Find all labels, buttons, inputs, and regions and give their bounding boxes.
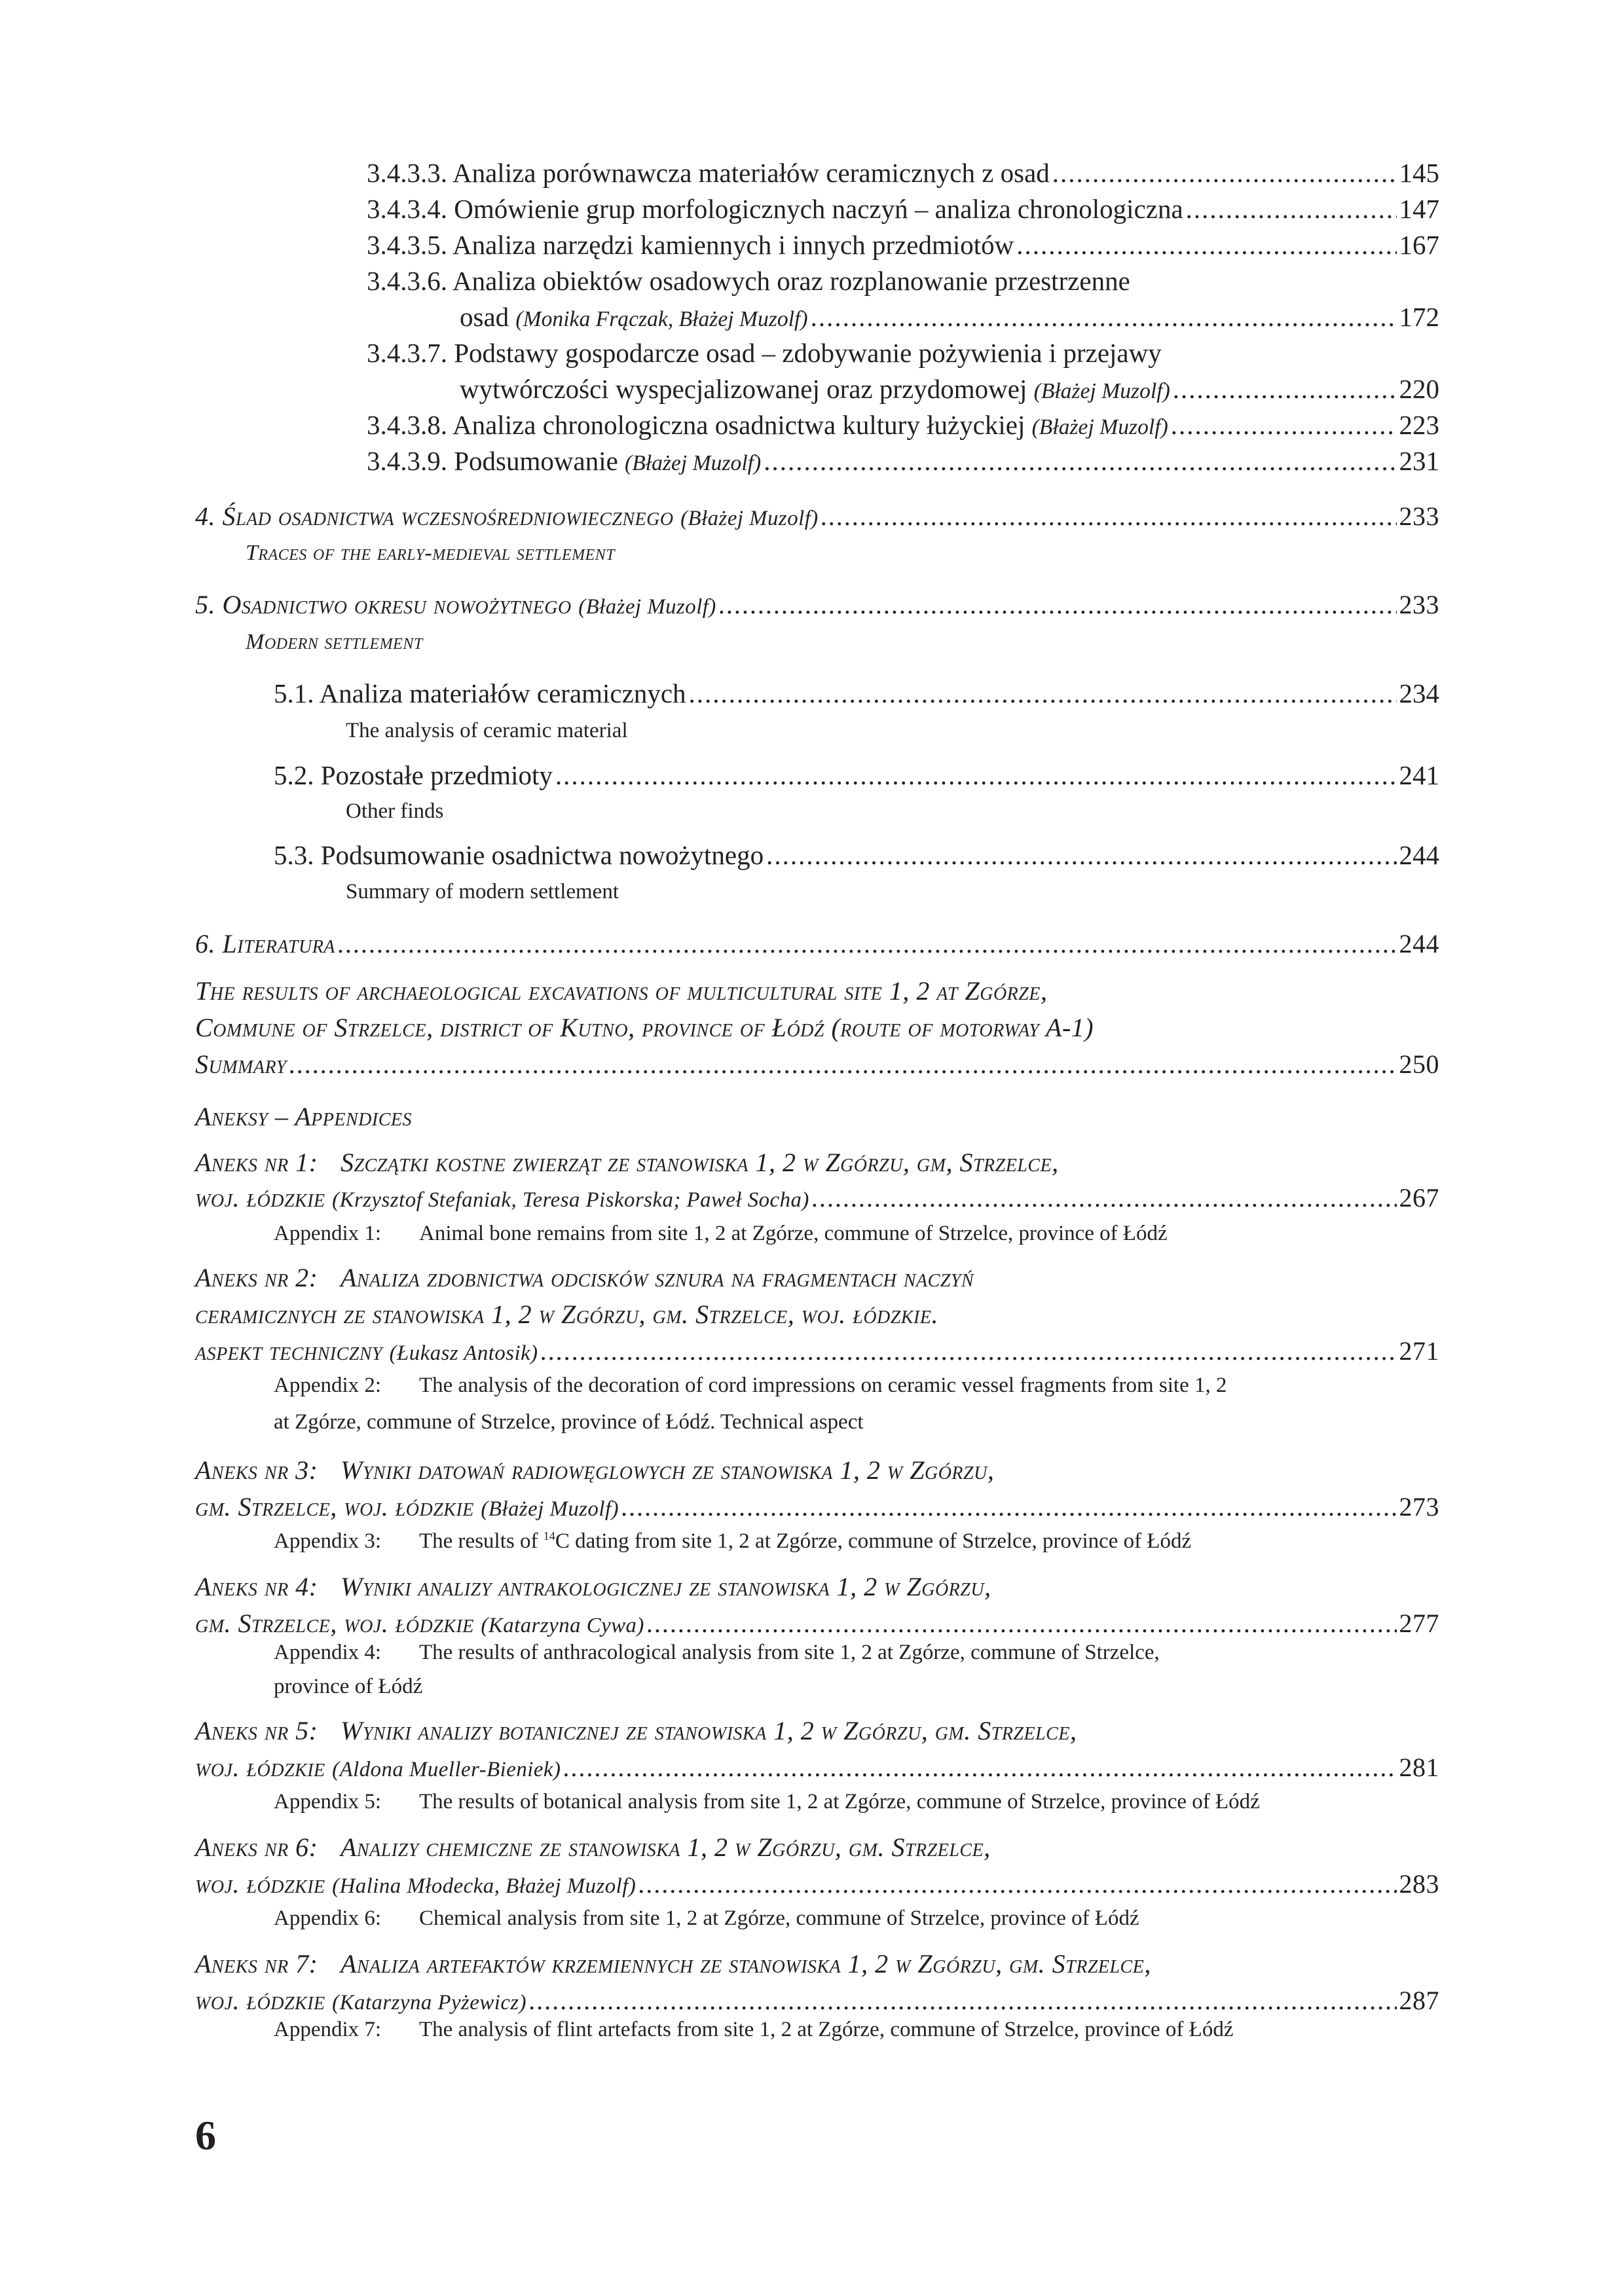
dot-leader <box>1186 193 1397 225</box>
dot-leader <box>811 301 1397 333</box>
dot-leader <box>689 678 1397 709</box>
appendix-title-cont: aspekt techniczny <box>195 1336 383 1366</box>
entry-author: (Błażej Muzolf) <box>1033 379 1170 403</box>
appendix-author: (Błażej Muzolf) <box>481 1497 619 1521</box>
entry-title: 5.2. Pozostałe przedmioty <box>274 760 553 790</box>
dot-leader <box>1016 229 1396 261</box>
toc-chapter-4[interactable] <box>195 501 1439 532</box>
appendix-title-cont: gm. Strzelce, woj. łódzkie <box>195 1609 474 1638</box>
dot-leader <box>338 928 1397 959</box>
page-ref: 281 <box>1399 1753 1439 1782</box>
appendix-2-title-mid: ceramicznych ze stanowiska 1, 2 w Zgórzu, gm. Strzelce, woj. łódzkie. <box>195 1300 938 1329</box>
entry-title: Analiza obiektów osadowych oraz rozplanowanie przestrzenne <box>452 266 1130 296</box>
entry-title: 5.3. Podsumowanie osadnictwa nowożytnego <box>274 840 764 870</box>
appendix-en-label: Appendix 2: <box>274 1374 382 1397</box>
chapter-title: 6. Literatura <box>195 929 335 958</box>
appendix-label: Aneks nr 2: <box>195 1263 318 1292</box>
dot-leader <box>289 1049 1397 1080</box>
appendix-en-title: The results of botanical analysis from site 1, 2 at Zgórze, commune of Strzelce, province of Łódź <box>419 1790 1260 1813</box>
summary-label: Summary <box>195 1049 287 1079</box>
page-ref: 223 <box>1399 410 1439 440</box>
appendix-title: Szczątki kostne zwierząt ze stanowiska 1, 2 w Zgórzu, gm, Strzelce, <box>341 1148 1059 1177</box>
appendix-2-title[interactable] <box>195 1262 974 1293</box>
page-ref: 220 <box>1399 374 1439 404</box>
dot-leader <box>821 501 1397 532</box>
entry-title: 5.1. Analiza materiałów ceramicznych <box>274 678 686 708</box>
appendix-label: Aneks nr 3: <box>195 1455 318 1485</box>
entry-title: Analiza porównawcza materiałów ceramicznych z osad <box>452 158 1050 188</box>
toc-appendix-5[interactable] <box>195 1752 1439 1783</box>
entry-number: 3.4.3.5. <box>367 230 447 260</box>
appendix-en-title: The results of anthracological analysis from site 1, 2 at Zgórze, commune of Strzelce, <box>419 1641 1160 1664</box>
appendix-title-cont: woj. łódzkie <box>195 1869 325 1899</box>
appendix-title-cont: woj. łódzkie <box>195 1753 325 1782</box>
appendix-title-cont: woj. łódzkie <box>195 1183 325 1212</box>
appendix-en-title: Animal bone remains from site 1, 2 at Zgórze, commune of Strzelce, province of Łódź <box>419 1222 1168 1245</box>
toc-entry-3-4-3-6[interactable] <box>367 265 1130 297</box>
toc-appendix-4[interactable] <box>195 1608 1439 1639</box>
toc-entry-3-4-3-7-cont[interactable] <box>460 373 1439 405</box>
toc-chapter-6[interactable] <box>195 928 1439 959</box>
appendix-7-title[interactable] <box>195 1948 1151 1979</box>
toc-appendix-2[interactable] <box>195 1336 1439 1366</box>
appendix-title: Wyniki analizy antrakologicznej ze stanowiska 1, 2 w Zgórzu, <box>341 1572 991 1601</box>
appendix-title: Wyniki analizy botanicznej ze stanowiska 1, 2 w Zgórzu, gm. Strzelce, <box>341 1716 1077 1745</box>
appendix-4-english <box>274 1641 1160 1665</box>
toc-entry-5-3[interactable] <box>274 839 1439 871</box>
entry-title: Omówienie grup morfologicznych naczyń – analiza chronologiczna <box>454 194 1183 224</box>
entry-5-2-english: Other finds <box>346 799 444 823</box>
toc-entry-3-4-3-3[interactable] <box>367 157 1439 189</box>
toc-entry-3-4-3-8[interactable] <box>367 409 1439 441</box>
entry-title: Analiza narzędzi kamiennych i innych przedmiotów <box>452 230 1014 260</box>
appendix-4-english-cont: province of Łódź <box>274 1675 423 1698</box>
chapter-author: (Błażej Muzolf) <box>680 507 819 530</box>
appendix-en-title: Chemical analysis from site 1, 2 at Zgórze, commune of Strzelce, province of Łódź <box>419 1906 1139 1930</box>
page-ref: 244 <box>1399 840 1439 870</box>
page-ref: 231 <box>1399 446 1439 476</box>
page-ref: 234 <box>1399 678 1439 708</box>
dot-leader <box>529 1985 1396 2016</box>
appendix-author: (Aldona Mueller-Bieniek) <box>332 1758 561 1781</box>
page-number: 6 <box>195 2112 216 2159</box>
page-ref: 273 <box>1399 1492 1439 1522</box>
toc-entry-5-2[interactable] <box>274 759 1439 791</box>
entry-title: Podstawy gospodarcze osad – zdobywanie pożywienia i przejawy <box>454 338 1162 368</box>
appendix-5-english <box>274 1790 1260 1814</box>
appendix-title: Analiza zdobnictwa odcisków sznura na fragmentach naczyń <box>341 1263 974 1292</box>
appendix-label: Aneks nr 5: <box>195 1716 318 1745</box>
appendix-label: Aneks nr 4: <box>195 1572 318 1601</box>
toc-entry-3-4-3-5[interactable] <box>367 229 1439 261</box>
appendix-author: (Katarzyna Pyżewicz) <box>332 1991 527 2014</box>
appendix-7-english <box>274 2018 1233 2042</box>
appendix-title: Analiza artefaktów krzemiennych ze stanowiska 1, 2 w Zgórzu, gm. Strzelce, <box>341 1949 1151 1978</box>
page-ref: 145 <box>1399 158 1439 188</box>
toc-entry-5-1[interactable] <box>274 678 1439 709</box>
chapter-title: 4. Ślad osadnictwa wczesnośredniowiecznego <box>195 501 674 531</box>
chapter-5-english-title: Modern settlement <box>246 630 423 654</box>
entry-title: Podsumowanie <box>454 446 618 476</box>
appendix-label: Aneks nr 7: <box>195 1949 318 1978</box>
dot-leader <box>764 445 1396 477</box>
dot-leader <box>766 839 1396 871</box>
page-ref: 287 <box>1399 1986 1439 2015</box>
appendix-en-label: Appendix 3: <box>274 1529 382 1553</box>
toc-entry-3-4-3-9[interactable] <box>367 445 1439 477</box>
appendix-title-cont: woj. łódzkie <box>195 1986 325 2015</box>
entry-number: 3.4.3.8. <box>367 410 447 440</box>
page-ref: 250 <box>1399 1049 1439 1079</box>
appendix-title-cont: gm. Strzelce, woj. łódzkie <box>195 1492 474 1522</box>
page-ref: 167 <box>1399 230 1439 260</box>
entry-author: (Błażej Muzolf) <box>625 451 762 475</box>
appendix-1-english <box>274 1222 1168 1246</box>
toc-appendix-3[interactable] <box>195 1491 1439 1522</box>
appendix-en-label: Appendix 4: <box>274 1641 382 1664</box>
appendix-author: (Krzysztof Stefaniak, Teresa Piskorska; Paweł Socha) <box>332 1188 809 1212</box>
toc-appendix-6[interactable] <box>195 1868 1439 1899</box>
appendix-en-title: C dating from site 1, 2 at Zgórze, commune of Strzelce, province of Łódź <box>555 1529 1192 1553</box>
entry-author: (Monika Frączak, Błażej Muzolf) <box>515 307 808 331</box>
dot-leader <box>541 1336 1397 1366</box>
dot-leader <box>1052 157 1397 189</box>
page-ref: 244 <box>1399 929 1439 958</box>
toc-entry-3-4-3-4[interactable] <box>367 193 1439 225</box>
appendix-author: (Katarzyna Cywa) <box>481 1614 644 1637</box>
appendix-2-english-cont: at Zgórze, commune of Strzelce, province of Łódź. Technical aspect <box>274 1410 864 1434</box>
appendix-en-title: The analysis of flint artefacts from site 1, 2 at Zgórze, commune of Strzelce, province of Łódź <box>419 2018 1234 2041</box>
appendices-heading: Aneksy – Appendices <box>195 1102 412 1131</box>
toc-appendix-7[interactable] <box>195 1985 1439 2016</box>
appendix-title: Analizy chemiczne ze stanowiska 1, 2 w Zgórzu, gm. Strzelce, <box>341 1832 991 1862</box>
appendix-5-title[interactable] <box>195 1715 1077 1746</box>
chapter-title: 5. Osadnictwo okresu nowożytnego <box>195 590 572 619</box>
entry-5-1-english: The analysis of ceramic material <box>346 719 628 742</box>
appendix-en-label: Appendix 5: <box>274 1790 382 1813</box>
dot-leader <box>638 1868 1396 1899</box>
toc-entry-3-4-3-6-cont[interactable] <box>460 301 1439 333</box>
entry-number: 3.4.3.3. <box>367 158 447 188</box>
superscript-14: 14 <box>543 1529 555 1542</box>
appendix-label: Aneks nr 6: <box>195 1832 318 1862</box>
appendix-4-title[interactable] <box>195 1571 991 1602</box>
entry-number: 3.4.3.9. <box>367 446 447 476</box>
page-ref: 267 <box>1399 1183 1439 1212</box>
appendix-en-title: The analysis of the decoration of cord impressions on ceramic vessel fragments from site 1, 2 <box>419 1374 1227 1397</box>
appendix-en-label: Appendix 1: <box>274 1222 382 1245</box>
appendix-en-label: Appendix 7: <box>274 2018 382 2041</box>
dot-leader <box>555 759 1397 791</box>
toc-chapter-5[interactable] <box>195 589 1439 620</box>
page-ref: 271 <box>1399 1336 1439 1366</box>
entry-title: Analiza chronologiczna osadnictwa kultury łużyckiej <box>452 410 1025 440</box>
entry-title-cont: osad <box>460 302 509 332</box>
dot-leader <box>621 1491 1396 1522</box>
appendix-3-title[interactable] <box>195 1455 994 1485</box>
appendix-3-english <box>274 1529 1191 1554</box>
toc-entry-3-4-3-7[interactable] <box>367 337 1162 369</box>
appendix-en-label: Appendix 6: <box>274 1906 382 1930</box>
page-ref: 172 <box>1399 302 1439 332</box>
entry-5-3-english: Summary of modern settlement <box>346 880 619 903</box>
appendix-label: Aneks nr 1: <box>195 1148 318 1177</box>
dot-leader <box>1171 409 1397 441</box>
dot-leader <box>647 1608 1397 1639</box>
page-ref: 277 <box>1399 1609 1439 1638</box>
chapter-4-english-title: Traces of the early-medieval settlement <box>246 541 616 565</box>
appendix-author: (Halina Młodecka, Błażej Muzolf) <box>332 1874 637 1898</box>
entry-number: 3.4.3.4. <box>367 194 447 224</box>
page-ref: 283 <box>1399 1869 1439 1899</box>
appendix-2-english <box>274 1374 1227 1398</box>
appendix-6-english <box>274 1906 1139 1931</box>
appendix-en-pre: The results of <box>419 1529 544 1553</box>
page-ref: 147 <box>1399 194 1439 224</box>
page-ref: 233 <box>1399 501 1439 531</box>
chapter-author: (Błażej Muzolf) <box>578 595 716 619</box>
dot-leader <box>1173 373 1397 405</box>
summary-title-line1: The results of archaeological excavations of multicultural site 1, 2 at Zgórze, <box>195 976 1048 1006</box>
page-ref: 233 <box>1399 590 1439 619</box>
summary-title-line2: Commune of Strzelce, district of Kutno, province of Łódź (route of motorway A-1) <box>195 1013 1094 1042</box>
entry-author: (Błażej Muzolf) <box>1031 415 1168 439</box>
page-ref: 241 <box>1399 760 1439 790</box>
appendix-1-title[interactable] <box>195 1147 1059 1178</box>
dot-leader <box>812 1182 1397 1213</box>
entry-number: 3.4.3.6. <box>367 266 447 296</box>
appendix-6-title[interactable] <box>195 1832 991 1863</box>
entry-title-cont: wytwórczości wyspecjalizowanej oraz przydomowej <box>460 374 1027 404</box>
appendix-author: (Łukasz Antosik) <box>389 1341 538 1365</box>
toc-appendix-1[interactable] <box>195 1182 1439 1213</box>
toc-summary[interactable] <box>195 1049 1439 1080</box>
dot-leader <box>719 589 1397 620</box>
appendix-title: Wyniki datowań radiowęglowych ze stanowiska 1, 2 w Zgórzu, <box>341 1455 995 1485</box>
dot-leader <box>563 1752 1396 1783</box>
entry-number: 3.4.3.7. <box>367 338 447 368</box>
